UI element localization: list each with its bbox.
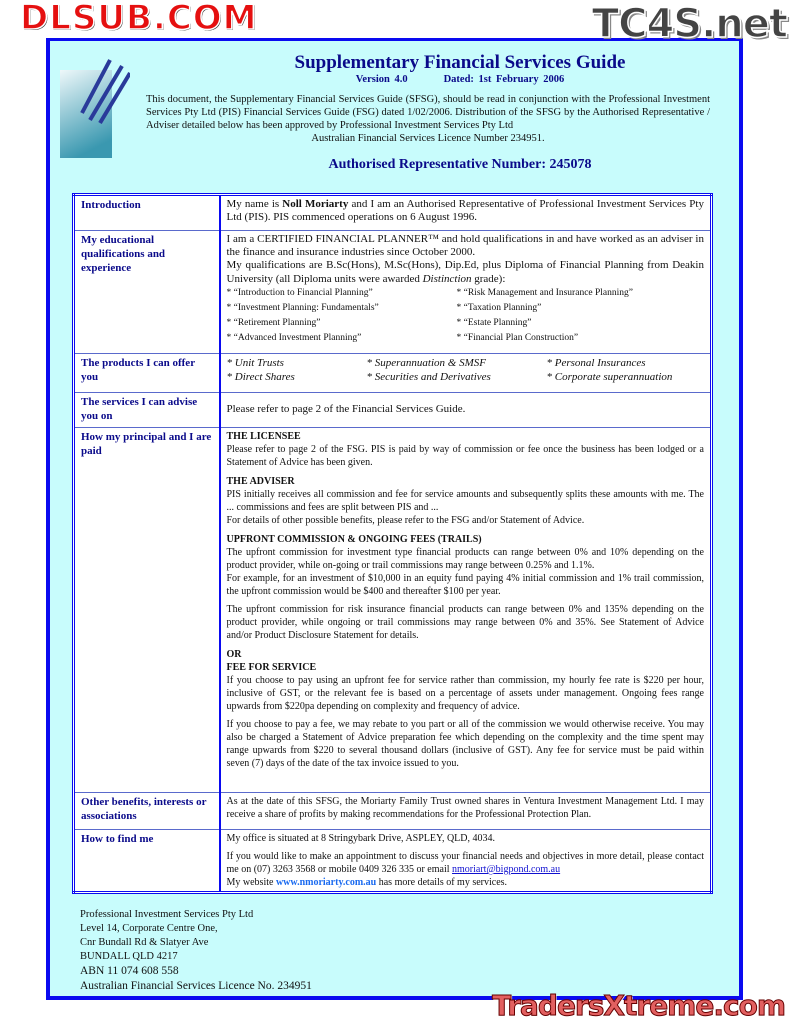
document-title: Supplementary Financial Services Guide [294, 52, 626, 73]
row-education [74, 231, 712, 354]
main-content [72, 193, 713, 994]
diploma-units [227, 286, 705, 346]
product: * Direct Shares [226, 371, 295, 383]
watermark-tc4s: TC4S.net [591, 1, 787, 47]
commission-text: The upfront commission for investment type financial products can range between 0% and 10% depending on the product provider, while on-going or trail commissions may range between 0.25% and 1.1%. [226, 547, 704, 571]
footer-line: ABN 11 074 608 558 [80, 965, 179, 977]
label: How to find me [74, 830, 220, 893]
intro-cell [220, 195, 712, 231]
footer-address [80, 908, 713, 994]
row-payment [74, 428, 712, 793]
licensee-heading: THE LICENSEE [226, 431, 301, 442]
watermark-dlsub: DLSUB.COM [20, 0, 258, 38]
row-introduction [74, 195, 712, 231]
products-cell [220, 354, 712, 393]
label: The services I can advise you on [74, 393, 220, 428]
email-link[interactable]: nmoriart@bigpond.com.au [452, 864, 561, 875]
licensee-text: Please refer to page 2 of the FSG. PIS is paid by way of commission or fee once the business has been lodged or a Statement of Advice has been given. [226, 444, 704, 468]
intro-text: This document, the Supplementary Financial Services Guide (SFSG), should be read in conjunction with the Professional Investment Services Pty Ltd (PIS) Financial Services Guide (FSG) dated 1/02/2006. Distribution of the SFSG by the Authorised Representative / Adviser detailed below has been approved by Professional Investment Services Pty Ltd [146, 94, 710, 131]
product: * Securities and Derivatives [366, 371, 491, 383]
adviser-text: PIS initially receives all commission and fee for service amounts and subsequently splits these amounts with me. The ... commissions and fees are split between PIS and ... [226, 489, 704, 513]
unit: * “Retirement Planning” [226, 317, 321, 328]
risk-commission-text: The upfront commission for risk insurance financial products can range between 0% and 135% depending on the product provider, while ongoing or trail commissions may range between 0% and 35%. See Statement of Advice and/or Product Disclosure Statement for details. [226, 604, 704, 641]
office-address: My office is situated at 8 Stringybark Drive, ASPLEY, QLD, 4034. [226, 833, 495, 844]
adviser-text: For details of other possible benefits, please refer to the FSG and/or Statement of Advice. [226, 515, 585, 526]
adviser-name: Noll Moriarty [282, 198, 349, 210]
product: * Superannuation & SMSF [366, 357, 486, 369]
product: * Unit Trusts [226, 357, 284, 369]
authorised-rep-number: Authorised Representative Number: 245078 [328, 157, 592, 172]
label: My educational qualifications and experience [74, 231, 220, 354]
contact-cell [220, 830, 712, 893]
label: The products I can offer you [74, 354, 220, 393]
footer-line: Professional Investment Services Pty Ltd [80, 909, 254, 920]
label: Introduction [74, 195, 220, 231]
contact-text: If you would like to make an appointment to discuss your financial needs and objectives in more detail, please contact me on (07) 3263 3568 or mobile 0409 326 335 or email nmoriart@bigpond.com.au My website www.nmoriarty.com.au has more details of my services. [226, 851, 704, 888]
row-products [74, 354, 712, 393]
unit: * “Introduction to Financial Planning” [226, 287, 373, 298]
product: * Personal Insurances [546, 357, 646, 369]
row-services [74, 393, 712, 428]
row-other-benefits [74, 793, 712, 830]
education-text: I am a CERTIFIED FINANCIAL PLANNER™ and hold qualifications in and have worked as an adviser in the finance and insurance industries since October 2000. [226, 233, 704, 259]
website-link[interactable]: www.nmoriarty.com.au [275, 877, 377, 888]
version: Version 4.0 [355, 74, 408, 85]
product: * Corporate superannuation [546, 371, 673, 383]
intro-text: My name is [226, 198, 283, 210]
unit: * “Investment Planning: Fundamentals” [226, 302, 379, 313]
row-contact [74, 830, 712, 893]
qualifications-text: My qualifications are B.Sc(Hons), M.Sc(Hons), Dip.Ed, plus Diploma of Financial Planning from Deakin University (all Diploma units were awarded Distinction grade): [226, 259, 704, 285]
company-logo [60, 58, 130, 158]
licence-text: Australian Financial Services Licence Number 234951. [311, 133, 545, 144]
footer-line: BUNDALL QLD 4217 [80, 951, 178, 962]
info-table [72, 193, 713, 894]
footer-line: Level 14, Corporate Centre One, [80, 923, 218, 934]
unit: * “Advanced Investment Planning” [226, 332, 362, 343]
fee-text: If you choose to pay using an upfront fee for service rather than commission, my hourly fee rate is $220 per hour, inclusive of GST, or the relevant fee is based on a percentage of assets under management. Ongoing fees range upwards from $220pa depending on complexity and frequency of advice. [226, 675, 704, 712]
intro-text: and I am an Authorised Representative of Professional Investment Services Pty Ltd (PIS). PIS commenced operations on 6 August 1996. [226, 198, 704, 224]
footer-line: Australian Financial Services Licence No. 234951 [80, 980, 312, 992]
dated: Dated: 1st February 2006 [443, 74, 565, 85]
rebate-text: If you choose to pay a fee, we may rebate to you part or all of the commission we would otherwise receive. You may also be charged a Statement of Advice preparation fee which depending on the complexity and the time spent may range upwards from $220 to several thousand dollars (inclusive of GST). Any fee for service must be paid within seven (7) days of the date of the tax invoice issued to you. [226, 719, 704, 769]
footer-line: Cnr Bundall Rd & Slatyer Ave [80, 937, 209, 948]
commission-example: For example, for an investment of $10,000 in an equity fund paying 4% initial commission and 1% trail commission, the upfront commission would be $400 and thereafter $100 per year. [226, 573, 704, 597]
unit: * “Financial Plan Construction” [456, 332, 579, 343]
unit: * “Taxation Planning” [456, 302, 542, 313]
education-cell [220, 231, 712, 354]
unit: * “Estate Planning” [456, 317, 532, 328]
version-line [140, 74, 780, 85]
label: Other benefits, interests or associations [74, 793, 220, 830]
watermark-tradersxtreme: TradersXtreme.com [492, 989, 785, 1022]
intro-paragraph [146, 93, 710, 145]
other-benefits-cell: As at the date of this SFSG, the Moriarty Family Trust owned shares in Ventura Investment Management Ltd. I may receive a share of profits by making recommendations for the Professional Protection Plan. [220, 793, 712, 830]
adviser-heading: THE ADVISER [226, 476, 295, 487]
or-heading: OR [226, 649, 242, 660]
unit: * “Risk Management and Insurance Planning” [456, 287, 633, 298]
payment-cell [220, 428, 712, 793]
fee-heading: FEE FOR SERVICE [226, 662, 317, 673]
commission-heading: UPFRONT COMMISSION & ONGOING FEES (TRAILS) [226, 534, 482, 545]
services-cell: Please refer to page 2 of the Financial Services Guide. [220, 393, 712, 428]
label: How my principal and I are paid [74, 428, 220, 793]
